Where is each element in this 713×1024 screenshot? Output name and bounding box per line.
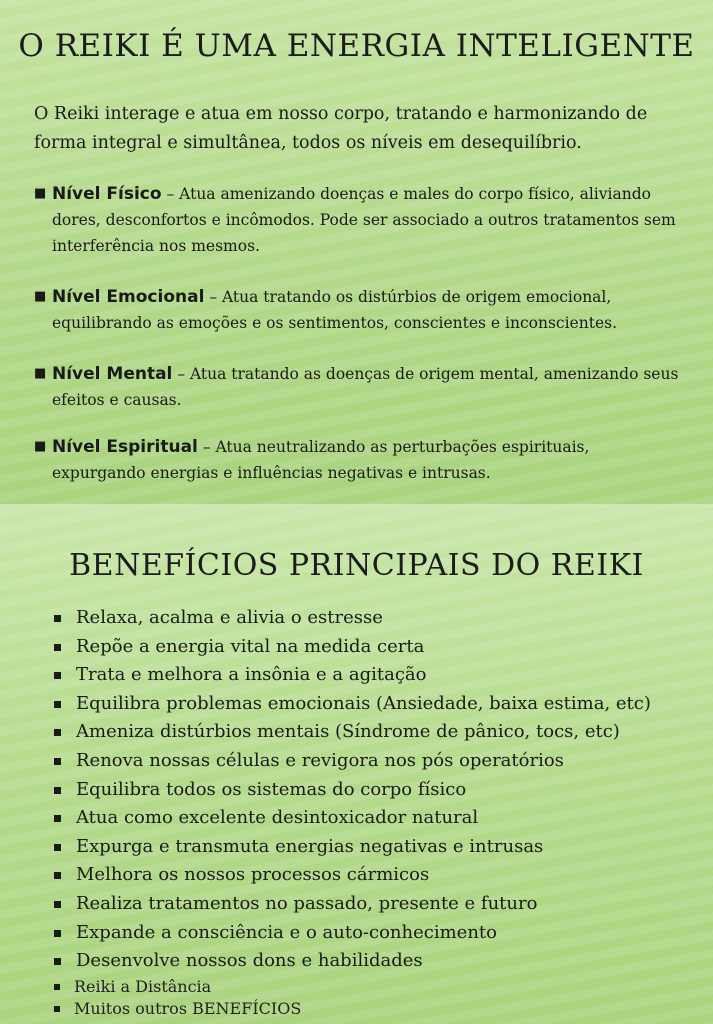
bullet-icon bbox=[54, 615, 61, 622]
benefits-title-text: BENEFÍCIOS PRINCIPAIS DO REIKI bbox=[69, 548, 644, 583]
benefit-text: Melhora os nossos processos cármicos bbox=[76, 864, 430, 886]
benefit-text: Equilibra problemas emocionais (Ansiedade, baixa estima, etc) bbox=[76, 692, 651, 714]
list-item bbox=[52, 604, 692, 633]
level-text: – Atua tratando os distúrbios de origem emocional, equilibrando as emoções e os sentimentos, conscientes e inconscientes. bbox=[52, 288, 618, 332]
level-physical bbox=[36, 181, 686, 259]
list-item bbox=[52, 690, 692, 719]
bullet-icon bbox=[54, 644, 61, 651]
list-item bbox=[52, 776, 692, 805]
list-item bbox=[52, 947, 692, 976]
bullet-icon bbox=[54, 787, 61, 794]
list-item bbox=[52, 861, 692, 890]
level-text: – Atua tratando as doenças de origem mental, amenizando seus efeitos e causas. bbox=[52, 365, 679, 409]
extra-text: Muitos outros BENEFÍCIOS bbox=[74, 999, 302, 1018]
list-item bbox=[52, 747, 692, 776]
bullet-icon bbox=[54, 930, 61, 937]
benefits-panel bbox=[0, 508, 713, 1024]
level-emotional bbox=[36, 284, 686, 336]
benefit-text: Realiza tratamentos no passado, presente e futuro bbox=[76, 892, 538, 914]
level-spiritual bbox=[36, 434, 686, 486]
intro-paragraph: O Reiki interage e atua em nosso corpo, tratando e harmonizando de forma integral e simultânea, todos os níveis em desequilíbrio. bbox=[34, 104, 648, 153]
list-item bbox=[52, 661, 692, 690]
level-name: Nível Físico bbox=[52, 184, 162, 204]
bullet-icon bbox=[54, 672, 61, 679]
bullet-icon bbox=[54, 958, 61, 965]
benefits-list bbox=[52, 604, 692, 976]
bullet-icon bbox=[54, 984, 60, 990]
bullet-icon: ■ bbox=[34, 186, 47, 201]
bullet-icon: ■ bbox=[34, 439, 47, 454]
level-mental bbox=[36, 361, 686, 413]
list-item bbox=[52, 718, 692, 747]
level-name: Nível Emocional bbox=[52, 287, 205, 307]
list-item bbox=[52, 998, 301, 1020]
extra-text: Reiki a Distância bbox=[74, 977, 212, 996]
energy-title-text: O REIKI É UMA ENERGIA INTELIGENTE bbox=[18, 28, 695, 64]
benefit-text: Renova nossas células e revigora nos pós operatórios bbox=[76, 749, 564, 771]
bullet-icon bbox=[54, 758, 61, 765]
list-item bbox=[52, 919, 692, 948]
bullet-icon bbox=[54, 729, 61, 736]
list-item bbox=[52, 976, 301, 998]
bullet-icon bbox=[54, 844, 61, 851]
list-item bbox=[52, 804, 692, 833]
energy-panel bbox=[0, 0, 713, 508]
benefit-text: Trata e melhora a insônia e a agitação bbox=[76, 664, 427, 686]
level-name: Nível Mental bbox=[52, 364, 173, 384]
bullet-icon bbox=[54, 701, 61, 708]
bullet-icon: ■ bbox=[34, 289, 47, 304]
benefit-text: Expande a consciência e o auto-conhecimento bbox=[76, 921, 497, 943]
benefit-text: Relaxa, acalma e alivia o estresse bbox=[76, 607, 383, 628]
benefit-text: Ameniza distúrbios mentais (Síndrome de pânico, tocs, etc) bbox=[76, 721, 620, 743]
benefit-text: Desenvolve nossos dons e habilidades bbox=[76, 950, 423, 972]
list-item bbox=[52, 890, 692, 919]
extras-list bbox=[52, 976, 301, 1020]
bullet-icon bbox=[54, 901, 61, 908]
bullet-icon bbox=[54, 1006, 60, 1012]
benefit-text: Expurga e transmuta energias negativas e intrusas bbox=[76, 835, 544, 857]
bullet-icon bbox=[54, 872, 61, 879]
benefit-text: Repõe a energia vital na medida certa bbox=[76, 635, 425, 657]
level-name: Nível Espiritual bbox=[52, 437, 198, 457]
list-item bbox=[52, 833, 692, 862]
bullet-icon: ■ bbox=[34, 366, 47, 381]
level-text: – Atua amenizando doenças e males do corpo físico, aliviando dores, desconfortos e incômodos. Pode ser associado a outros tratamentos sem interferência nos mesmos. bbox=[52, 185, 676, 255]
energy-title bbox=[0, 28, 713, 64]
benefits-title bbox=[0, 548, 713, 583]
benefit-text: Atua como excelente desintoxicador natural bbox=[76, 807, 479, 829]
list-item bbox=[52, 633, 692, 662]
bullet-icon bbox=[54, 815, 61, 822]
level-text: – Atua neutralizando as perturbações espirituais, expurgando energias e influências negativas e intrusas. bbox=[52, 438, 590, 482]
benefit-text: Equilibra todos os sistemas do corpo físico bbox=[76, 778, 467, 800]
